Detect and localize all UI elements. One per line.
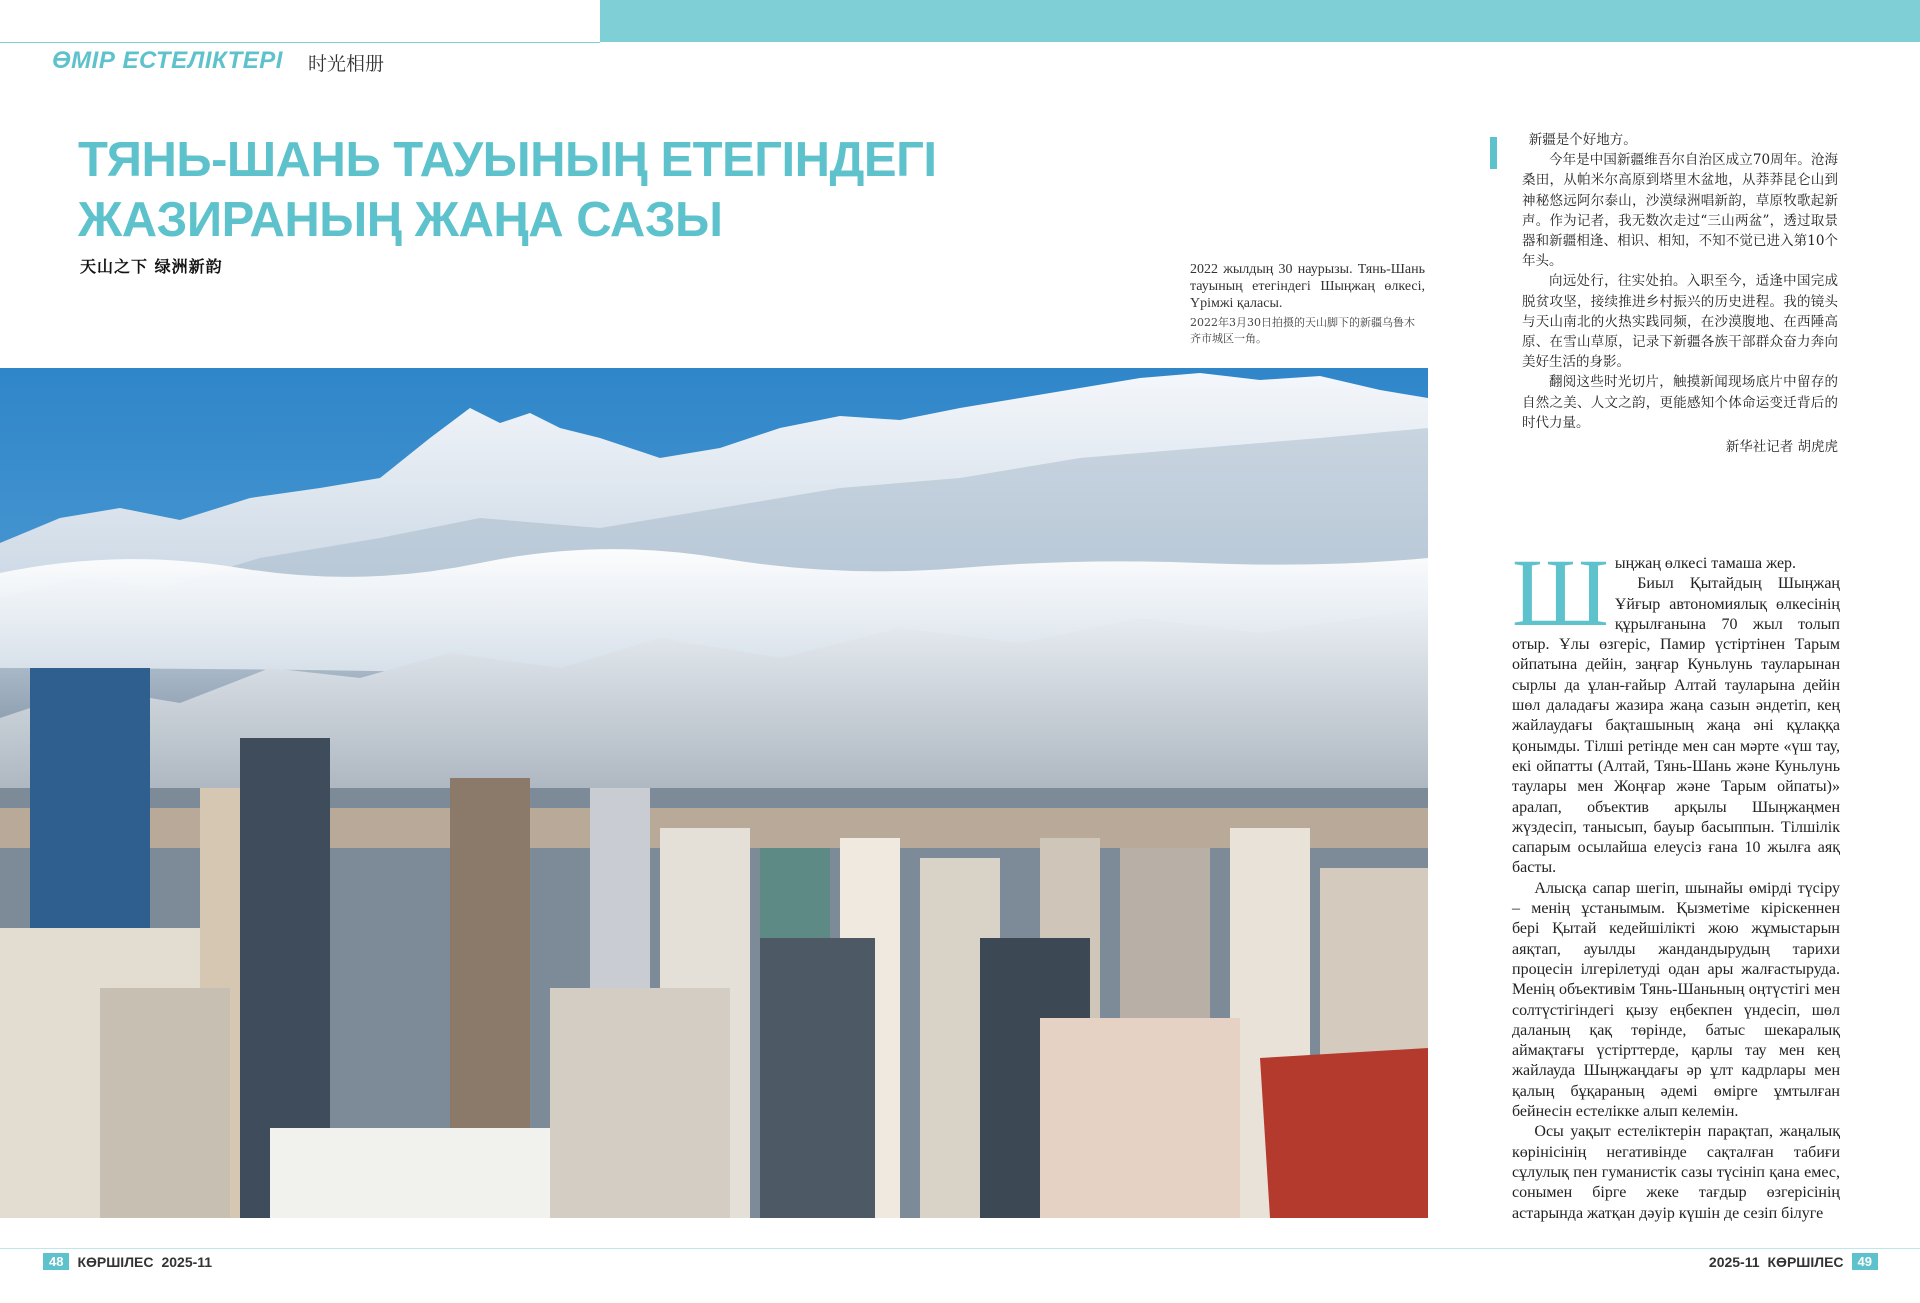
magazine-name-left: КӨРШІЛЕС bbox=[77, 1253, 154, 1270]
footer-rule bbox=[0, 1248, 1920, 1249]
footer-right bbox=[1709, 1253, 1878, 1270]
chinese-intro-text bbox=[1522, 130, 1838, 457]
magazine-name-right: КӨРШІЛЕС bbox=[1767, 1253, 1844, 1270]
kazakh-body-text bbox=[1512, 539, 1840, 1224]
page-number-left: 48 bbox=[43, 1253, 69, 1270]
chinese-paragraph: 翻阅这些时光切片，触摸新闻现场底片中留存的自然之美、人文之韵，更能感知个体命运变迁背后的时代力量。 bbox=[1522, 374, 1838, 431]
kazakh-paragraph: Алысқа сапар шегіп, шынайы өмірді түсіру – менің ұстанымым. Қызметіме кіріскеннен бері Қытай кедейшілікті жою жұмыстарын аяқтап, ауылды жандандырудың тарихи процесін ілгерілетуді одан ары жалғастыруда. Менің объективім Тянь-Шаньның оңтүстігі мен солтүстігіндегі қызу еңбекпен үндесіп, шөл даланың қақ төрінде, батыс шекаралық аймақтағы үстірттерде, қарлы тау мен кең жайлауда Шыңжаңдағы әр ұлт кадрлары мен қалың бұқараның әдемі өмірге ұмтылған бейнесін естелікке алып келемін. bbox=[1512, 879, 1840, 1121]
city-mountain-photo bbox=[0, 368, 1428, 1218]
article-title-line-1: ТЯНЬ-ШАНЬ ТАУЫНЫҢ ЕТЕГІНДЕГІ bbox=[78, 133, 937, 187]
chinese-paragraph: 今年是中国新疆维吾尔自治区成立70周年。沧海桑田，从帕米尔高原到塔里木盆地，从莽莽昆仑山到神秘悠远阿尔泰山，沙漠绿洲唱新韵，草原牧歌起新声。作为记者，我无数次走过“三山两盆”，透过取景器和新疆相逢、相识、相知，不知不觉已进入第10个年头。 bbox=[1522, 152, 1838, 270]
chinese-paragraph: 新疆是个好地方。 bbox=[1528, 132, 1637, 148]
kazakh-paragraph: Биыл Қытайдың Шыңжаң Ұйғыр автономиялық өлкесінің құрылғанына 70 жыл толып отыр. Ұлы өзгеріс, Памир үстіртінен Тарым ойпатына дейін, заңғар Куньлунь тауларынан сырлы да ұлан-ғайыр Алтай тауларына дейін шөл даладағы жазира жаңа сазын әндетіп, кең жайлаудағы бақташының жаңа әні құлаққа қонымды. Тілші ретінде мен сан мәрте «үш тау, екі ойпатты (Алтай, Тянь-Шань және Куньлунь таулары мен Жоңғар және Тарым ойпаты)» аралап, объектив арқылы Шыңжаңмен жүздесіп, танысып, бауыр басыппын. Тілшілік сапарым осылайша елеусіз ғана 10 жылға аяқ басты. bbox=[1512, 575, 1840, 877]
accent-bar bbox=[1490, 137, 1497, 169]
article-subtitle: 天山之下 绿洲新韵 bbox=[80, 257, 223, 276]
photo-caption-kazakh: 2022 жылдың 30 наурызы. Тянь-Шань тауының етегіндегі Шыңжаң өлкесі, Үрімжі қаласы. bbox=[1190, 262, 1425, 311]
chinese-byline: 新华社记者 胡虎虎 bbox=[1725, 439, 1838, 456]
chinese-paragraph: 向远处行，往实处拍。入职至今，适逢中国完成脱贫攻坚，接续推进乡村振兴的历史进程。我的镜头与天山南北的火热实践同频，在沙漠腹地、在西陲高原、在雪山草原，记录下新疆各族干部群众奋力奔向美好生活的身影。 bbox=[1522, 273, 1838, 371]
section-title-kazakh: ӨМІР ЕСТЕЛІКТЕРІ bbox=[52, 47, 283, 74]
top-color-bar bbox=[600, 0, 1920, 42]
kazakh-paragraph bbox=[1512, 539, 1840, 646]
section-rule bbox=[0, 42, 600, 43]
page-number-right: 49 bbox=[1852, 1253, 1878, 1270]
section-title-chinese: 时光相册 bbox=[308, 53, 385, 75]
kazakh-first-line: ыңжаң өлкесі тамаша жер. bbox=[1614, 555, 1797, 572]
footer-left bbox=[43, 1253, 212, 1270]
article-title-line-2: ЖАЗИРАНЫҢ ЖАҢА САЗЫ bbox=[78, 193, 723, 247]
kazakh-paragraph: Осы уақыт естеліктерін парақтап, жаңалық көрінісінің негативінде сақталған табиғи сұлулық пен гуманистік сазы түсініп қана емес, сонымен бірге жеке тағдыр өзгерісінің астарында жатқан дәуір күшін де сезіп білуге bbox=[1512, 1123, 1840, 1222]
drop-cap: Ш bbox=[1512, 539, 1609, 646]
photo-caption-chinese: 2022年3月30日拍摄的天山脚下的新疆乌鲁木齐市城区一角。 bbox=[1190, 316, 1415, 345]
issue-left: 2025-11 bbox=[161, 1253, 213, 1270]
issue-right: 2025-11 bbox=[1708, 1253, 1760, 1270]
article-title bbox=[78, 130, 937, 250]
